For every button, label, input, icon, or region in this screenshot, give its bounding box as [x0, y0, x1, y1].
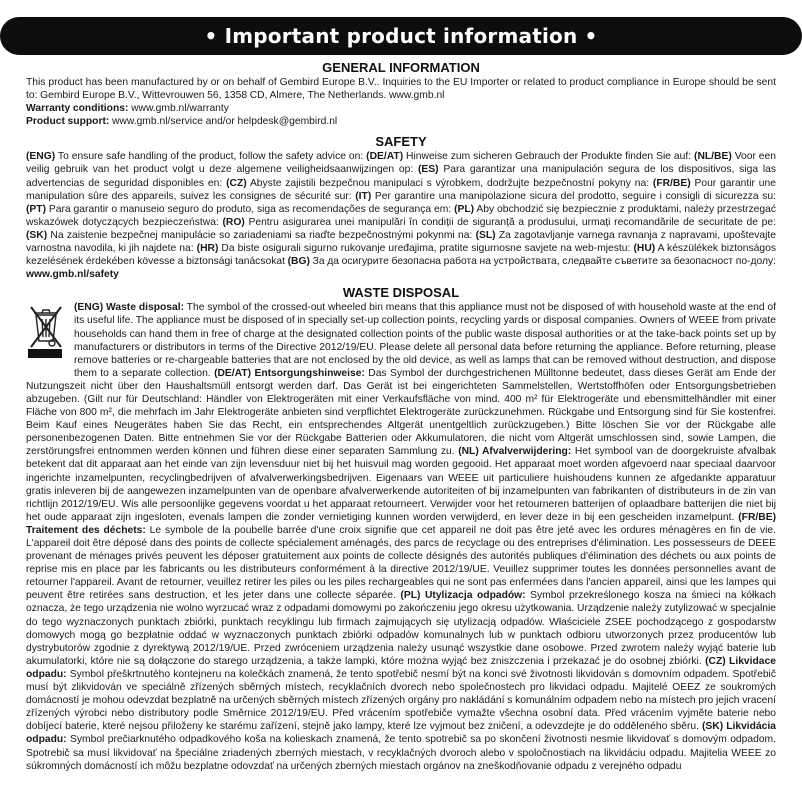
text-run: Para garantir o manuseio seguro do produto, siga as recomendações de segurança em: [46, 203, 455, 215]
warranty-link[interactable]: www.gmb.nl/warranty [128, 103, 229, 115]
bold-label: (ES) [418, 164, 439, 176]
text-run: Per garantire una manipolazione sicura del prodotto, seguire i consigli di sicurezza su: [371, 190, 777, 202]
document-body [26, 60, 776, 777]
text-run: Hinweise zum sicheren Gebrauch der Produkte finden Sie auf: [403, 151, 695, 163]
text-run: To ensure safe handling of the product, follow the safety advice on: [55, 151, 367, 163]
text-run: The symbol of the crossed-out wheeled bin means that this appliance must not be disposed of with household waste at the end of its useful life. The appliance must be disposed of in specially set-up collection points, recycling yards or disposal companies. Owners of WEEE from private households can hand them in free of charge at the designated collection points of the public waste disposal authorities or at the take-back points set up by manufacturers or distributors in terms of the Directive 2012/19/EU. Please delete all personal data before returning the appliance. Before returning, please remove batteries or re-chargeable batteries that are not enclosed by the old device, as well as lamps that can be removed without destruction, and dispose them to a separate collection. [74, 302, 776, 379]
text-run: Pentru asigurarea unei manipulări în condiții de siguranță a produsului, urmați recomandările de securitate de pe: [244, 216, 776, 228]
bold-label: (ENG) Waste disposal: [74, 302, 185, 314]
bold-label: (NL/BE) [694, 151, 732, 163]
general-body: This product has been manufactured by or on behalf of Gembird Europe B.V.. Inquiries to the EU Importer or related to product compliance in Europe should be sent to: Gembird Europe B.V., Wittevrouwen 56, 1358 CD, Almere, The Netherlands. www.gmb.nl [26, 77, 776, 102]
bold-label: (PL) [454, 203, 475, 215]
bold-label: (NL) Afvalverwijdering: [458, 446, 572, 458]
bold-label: (SK) [26, 229, 48, 241]
waste-title: WASTE DISPOSAL [342, 285, 460, 301]
safety-body [26, 150, 776, 281]
bold-label: (CZ) [226, 177, 247, 189]
general-title: GENERAL INFORMATION [322, 60, 480, 75]
text-run: Das Symbol der durchgestrichenen Mülltonne bedeutet, dass dieses Gerät am Ende der Nutzungszeit nicht über den Haushaltsmüll entsorgt werden darf. Das Gerät ist bei eingerichteten Sammelstellen, Wertstoffhöfen oder Entsorgungsbetrieben abzugeben. (Gilt nur für Deutschland: Händler von Elektrogeräten mit einer Verkaufsfläche von mind. 400 m² für Elektrogeräte und ebensmittelhändler mit einer Fläche von 800 m², die mehrfach im Jahr Elektrogeräte anbieten sind verpflichtet Elektrogeräte zurückzunehmen. Rückgabe und Entsorgung sind für Sie kostenfrei. Beim Kauf eines Neugerätes haben Sie das Recht, ein entsprechendes Altgerät unentgeltlich zurückzugeben.) Bitte löschen Sie vor der Rückgabe alle personenbezogenen Daten. Bitte entnehmen Sie vor der Rückgabe Batterien oder Akkumulatoren, die nicht vom Altgerät umschlossen sind, sowie Lampen, die zerstörungsfrei entnommen werden können und führen diese einer separaten Sammlung zu. [26, 367, 776, 458]
safety-title: SAFETY [375, 134, 427, 150]
bold-label: (PT) [26, 203, 47, 215]
warranty-label: Warranty conditions: [26, 103, 129, 115]
waste-body [26, 301, 776, 772]
general-section [26, 60, 776, 128]
bold-label: (FR/BE) Traitement des déchets: [26, 511, 776, 536]
warranty-line [26, 102, 776, 115]
text-run: Symbol přeškrtnutého kontejneru na kolečkách znamená, že tento spotřebič nesmí být na konci své životnosti likvidován s domovním odpadem. Spotřebič musí být zlikvidován ve speciálně zřízených sběrných místech, recyklačních dvorech nebo společnostech pro likvidaci odpadu. Majitelé OEEZ ze soukromých domácností je mohou odevzdat bezplatně na určených sběrných místech zřízených orgány pro nakládání s komunálním odpadem nebo na místech pro jejich vracení zřízených výrobci nebo distributory podle Směrnice 2012/19/EU. Před vrácením spotřebiče vymažte všechna osobní data. Před vrácením vyjměte baterie nebo dobíjecí baterie, které nejsou přiloženy ke starému zařízení, stejně jako lampy, které lze vyjmout bez zničení, a odevzdejte je do odděleného sběru. [26, 668, 776, 733]
text-run: Symbol prečiarknutého odpadkového koša na kolieskach znamená, že tento spotrebič sa po skončení životnosti nesmie likvidovať s domovým odpadom. Spotrebič sa musí likvidovať na špeciálne zriadených zberných miestach, v recyklačných dvoroch alebo v spoločnostiach na likvidáciu odpadu. Majitelia WEEE zo súkromných domácností ich môžu bezplatne odovzdať na určených zberných miestach orgánov na zneškodňovanie odpadu z verejného odpadu [26, 734, 776, 772]
bold-label: (ENG) [26, 151, 56, 163]
text-run: Pour garantir une manipulation sûre des appareils, suivez les consignes de sécurité sur: [26, 177, 776, 202]
text-run: Para garantizar una manipulación segura de los dispositivos, siga las advertencias de seguridad disponibles en: [26, 164, 776, 189]
banner-title: • Important product information • [204, 24, 598, 48]
bold-label: (FR/BE) [652, 177, 691, 189]
safety-section [26, 134, 776, 281]
bold-label: (IT) [355, 190, 372, 202]
text-run: За да осигурите безопасна работа на устройствата, следвайте съветите за безопасност по-долу: [309, 256, 776, 268]
bin-black-bar [28, 349, 62, 358]
text-run: Abyste zajistili bezpečnou manipulaci s výrobkem, dodržujte bezpečnostní pokyny na: [246, 177, 653, 189]
text-run: Le symbole de la poubelle barrée d'une croix signifie que cet appareil ne doit pas être jeté avec les ordures ménagères en fin de vie. L'appareil doit être déposé dans des points de collecte spécialement aménagés, des parcs de recyclage ou des entreprises d'élimination. Les possesseurs de DEEE provenant de ménages privés peuvent les déposer gratuitement aux points de collecte désignés des autorités publiques d'élimination des déchets ou aux points de reprise mis en place par les fabricants ou les distributeurs conformément à la directive 2012/19/UE. Veuillez supprimer toutes les données personnelles avant de retourner l'appareil. Avant de retourner, veuillez retirer les piles ou les piles rechargeables qui ne sont pas enfermées dans l'ancien appareil, ainsi que les lampes qui peuvent être retirées sans destruction, et les jeter dans une collecte séparée. [26, 524, 776, 602]
bold-label: (PL) Utylizacja odpadów: [400, 590, 526, 602]
support-line [26, 115, 776, 128]
text-run: Voor een veilig gebruik van het product volgt u deze algemene veiligheidsaanwijzingen op: [26, 151, 776, 176]
bold-label: (CZ) Likvidace odpadu: [26, 655, 776, 680]
text-run: Za zagotavljanje varnega ravnanja z napravami, upoštevajte varnostna navodila, ki jih najdete na: [26, 229, 776, 255]
crossed-out-wheeled-bin-icon [26, 303, 70, 373]
bold-label: (SK) Likvidácia odpadu: [26, 721, 776, 746]
bold-label: (HU) [633, 243, 656, 255]
bold-label: www.gmb.nl/safety [26, 269, 119, 281]
bold-label: (BG) [287, 256, 310, 268]
bold-label: (SL) [475, 229, 496, 241]
support-link[interactable]: www.gmb.nl/service and/or helpdesk@gembird.nl [109, 116, 338, 128]
text-run: Symbol przekreślonego kosza na śmieci na kółkach oznacza, że tego urządzenia nie wolno wyrzucać wraz z odpadami domowymi po zakończeniu jego okresu użytkowania. Urządzenie należy zutylizować w specjalnie do tego wyznaczonych punktach zbiórki, punktach recyklingu lub firmach zajmujących się utylizacją odpadów. Właściciele ZSEE pochodzącego z gospodarstw domowych mogą go bezpłatnie oddać w wyznaczonych punktach zbiórki odpadów komunalnych lub w punktach odbioru utworzonych przez producentów lub dystrybutorów zgodnie z dyrektywą 2012/19/UE. Przed zwróceniem urządzenia należy usunąć wszystkie dane osobowe. Przed zwrotem należy wyjąć baterie lub akumulatorki, które nie są dołączone do starego urządzenia, a także lampki, które można wyjąć bez zniszczenia i przekazać je do osobnej zbiórki. [26, 590, 776, 667]
bold-label: (DE/AT) Entsorgungshinweise: [214, 367, 365, 379]
text-run: A készülékek biztonságos kezelésének érdekében kövesse a biztonsági tanácsokat [26, 243, 776, 268]
bold-label: (HR) [196, 243, 219, 255]
bold-label: (RO) [222, 216, 245, 228]
waste-section [26, 285, 776, 772]
text-run: Da biste osigurali sigurno rukovanje uređajima, pratite sigurnosne savjete na web-mjestu: [218, 243, 634, 255]
text-run: Aby obchodzić się bezpiecznie z produktami, należy przestrzegać wskazówek dotyczących bezpieczeństwa: [26, 203, 776, 228]
bold-label: (DE/AT) [366, 151, 404, 163]
text-run: Het symbool van de doorgekruiste afvalbak betekent dat dit apparaat aan het einde van zijn levensduur niet bij het huisvuil mag worden gegooid. Het apparaat moet worden afgevoerd naar speciaal daarvoor ingerichte inzamelpunten, recyclingbedrijven of afvalverwerkingsbedrijven. Eigenaars van WEEE uit particuliere huishoudens kunnen ze afgedankte apparatuur gratis inleveren bij de aangewezen inzamelpunten van de openbare afvalverwerkende autoriteiten of bij inzamelpunten van fabrikanten of distributeurs in de zin van richtlijn 2012/19/EU. Wis alle persoonlijke gegevens voordat u het apparaat retourneert. Verwijder voor het retourneren batterijen of oplaadbare batterijen die niet bij het oude apparaat zijn ingesloten, evenals lampen die zonder vernietiging kunnen worden verwijderd, en lever deze in bij een gescheiden inzamelpunt. [26, 446, 776, 523]
support-label: Product support: [26, 116, 110, 128]
text-run: Na zaistenie bezpečnej manipulácie so zariadeniami sa riaďte bezpečnostnými pokynmi na: [47, 229, 476, 241]
